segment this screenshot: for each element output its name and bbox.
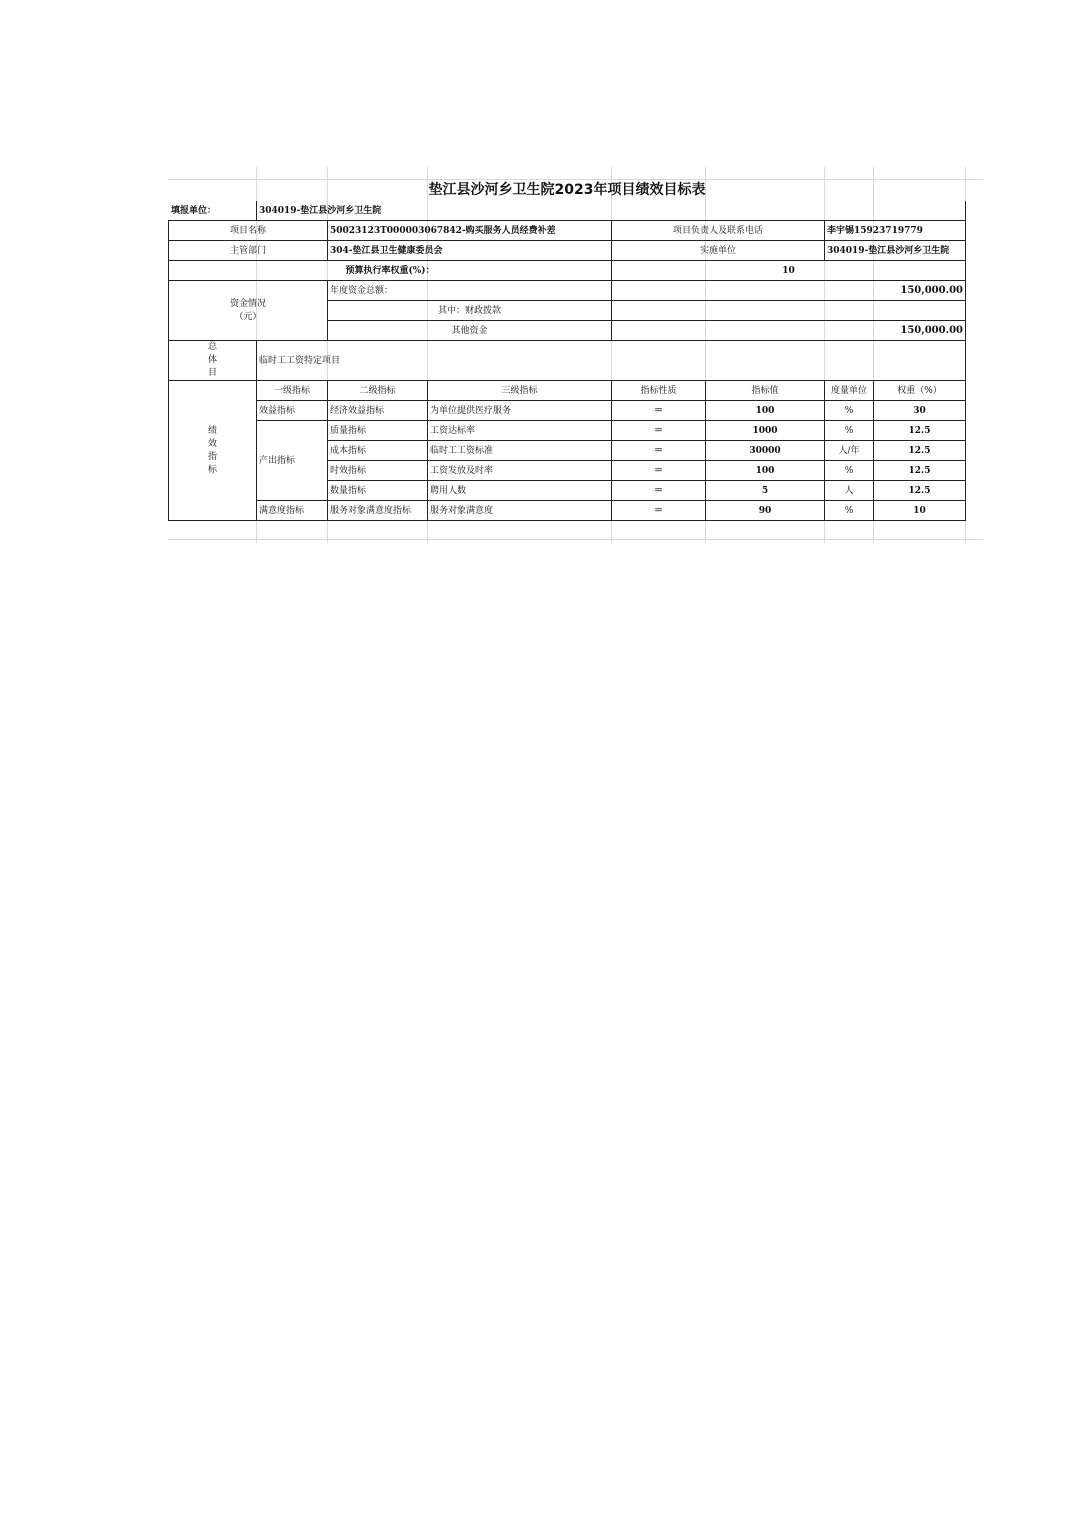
- unit-cell: %: [825, 421, 874, 441]
- nature-cell: ＝: [612, 481, 706, 501]
- value-cell: 5: [706, 481, 825, 501]
- implementer-value: 304019-垫江县沙河乡卫生院: [825, 241, 966, 261]
- funds-label: [169, 281, 328, 341]
- nature-cell: ＝: [612, 441, 706, 461]
- column-header: 度量单位: [825, 381, 874, 401]
- annual-total-label: 年度资金总额：: [328, 281, 612, 301]
- value-cell: 1000: [706, 421, 825, 441]
- indicator-row: [169, 401, 966, 421]
- overall-goal-label: [169, 341, 257, 381]
- indicators-char: 绩: [207, 425, 217, 436]
- level3-cell: 工资发放及时率: [428, 461, 612, 481]
- grid-row-line: [168, 539, 983, 540]
- fill-unit-value: 304019-垫江县沙河乡卫生院: [257, 201, 966, 221]
- indicators-char: 标: [207, 464, 217, 475]
- other-funds-label: 其他资金: [328, 321, 612, 341]
- performance-target-table: [168, 179, 966, 521]
- weight-cell: 10: [874, 501, 966, 521]
- title-row: [169, 180, 966, 201]
- level3-cell: 为单位提供医疗服务: [428, 401, 612, 421]
- weight-cell: 30: [874, 401, 966, 421]
- unit-cell: %: [825, 461, 874, 481]
- overall-goal-row: [169, 341, 966, 381]
- unit-cell: 人: [825, 481, 874, 501]
- fill-unit-label: 填报单位：: [169, 201, 257, 221]
- budget-weight-value: 10: [612, 261, 966, 281]
- unit-cell: 人/年: [825, 441, 874, 461]
- fiscal-funds-label: 其中：财政拨款: [328, 301, 612, 321]
- indicator-row: [169, 421, 966, 441]
- fill-unit-row: [169, 201, 966, 221]
- level3-cell: 工资达标率: [428, 421, 612, 441]
- department-row: [169, 241, 966, 261]
- level2-cell: 服务对象满意度指标: [328, 501, 428, 521]
- nature-cell: ＝: [612, 421, 706, 441]
- level1-output: 产出指标: [257, 421, 328, 501]
- fiscal-funds-value: [612, 301, 966, 321]
- annual-total-value: 150,000.00: [612, 281, 966, 301]
- nature-cell: ＝: [612, 461, 706, 481]
- level2-cell: 成本指标: [328, 441, 428, 461]
- department-label: 主管部门: [169, 241, 328, 261]
- funds-total-row: [169, 281, 966, 301]
- level3-cell: 聘用人数: [428, 481, 612, 501]
- unit-cell: %: [825, 401, 874, 421]
- indicators-char: 效: [207, 438, 217, 449]
- budget-weight-label: 预算执行率权重(%)：: [169, 261, 612, 281]
- column-header: 二级指标: [328, 381, 428, 401]
- indicator-header-row: [169, 381, 966, 401]
- level3-cell: 服务对象满意度: [428, 501, 612, 521]
- value-cell: 100: [706, 461, 825, 481]
- funds-label-line2: （元）: [234, 311, 262, 322]
- level2-cell: 数量指标: [328, 481, 428, 501]
- weight-cell: 12.5: [874, 481, 966, 501]
- project-name-value: 50023123T000003067842-购买服务人员经费补差: [328, 221, 612, 241]
- project-contact-value: 李宇锡15923719779: [825, 221, 966, 241]
- column-header: 一级指标: [257, 381, 328, 401]
- level2-cell: 经济效益指标: [328, 401, 428, 421]
- overall-goal-char: 总: [207, 342, 217, 352]
- indicators-label: [169, 381, 257, 521]
- spreadsheet-page: [168, 167, 983, 543]
- level3-cell: 临时工工资标准: [428, 441, 612, 461]
- implementer-label: 实施单位: [612, 241, 825, 261]
- value-cell: 30000: [706, 441, 825, 461]
- level2-cell: 时效指标: [328, 461, 428, 481]
- unit-cell: %: [825, 501, 874, 521]
- department-value: 304-垫江县卫生健康委员会: [328, 241, 612, 261]
- column-header: 指标性质: [612, 381, 706, 401]
- column-header: 权重（%）: [874, 381, 966, 401]
- indicator-row: [169, 501, 966, 521]
- budget-weight-row: [169, 261, 966, 281]
- overall-goal-char: 体: [207, 355, 217, 365]
- project-name-label: 项目名称: [169, 221, 328, 241]
- level2-cell: 质量指标: [328, 421, 428, 441]
- nature-cell: ＝: [612, 401, 706, 421]
- project-name-row: [169, 221, 966, 241]
- project-contact-label: 项目负责人及联系电话: [612, 221, 825, 241]
- nature-cell: ＝: [612, 501, 706, 521]
- value-cell: 90: [706, 501, 825, 521]
- overall-goal-char: 目: [207, 368, 217, 378]
- level1-benefit: 效益指标: [257, 401, 328, 421]
- funds-label-line1: 资金情况: [229, 298, 266, 309]
- page-title: 垫江县沙河乡卫生院2023年项目绩效目标表: [428, 182, 706, 198]
- weight-cell: 12.5: [874, 421, 966, 441]
- level1-satisfaction: 满意度指标: [257, 501, 328, 521]
- other-funds-value: 150,000.00: [612, 321, 966, 341]
- indicators-char: 指: [207, 451, 217, 462]
- overall-goal-value: 临时工工资特定项目: [257, 341, 966, 381]
- column-header: 三级指标: [428, 381, 612, 401]
- value-cell: 100: [706, 401, 825, 421]
- weight-cell: 12.5: [874, 441, 966, 461]
- column-header: 指标值: [706, 381, 825, 401]
- weight-cell: 12.5: [874, 461, 966, 481]
